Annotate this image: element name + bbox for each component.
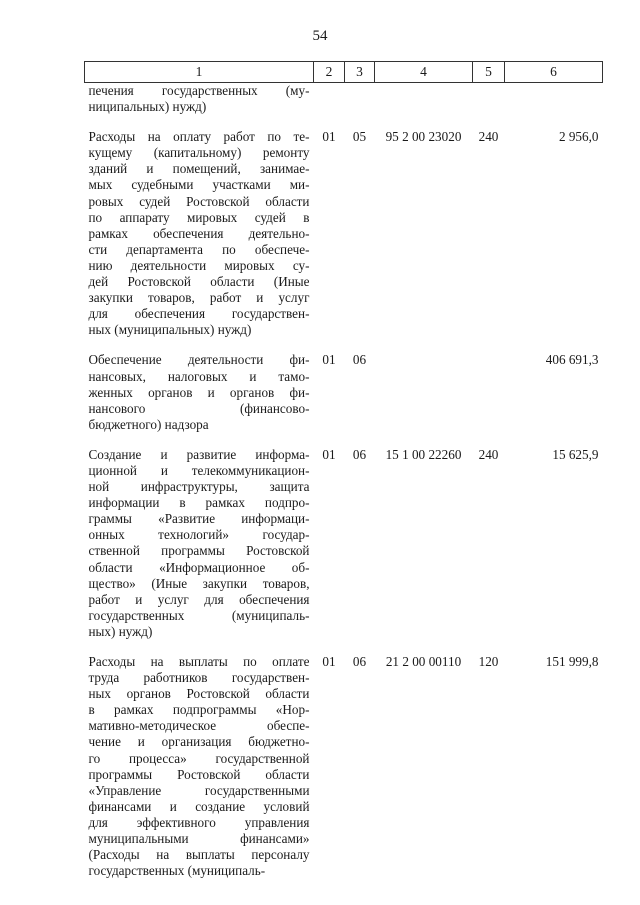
target-article-code: 15 1 00 22260: [385, 446, 462, 462]
description-line: онных технологий» государ-: [88, 527, 310, 543]
description-line: го процесса» государственной: [88, 750, 310, 766]
description-line: зданий и помещений, занимае-: [88, 161, 310, 177]
description-line: ционной и телекоммуникацион-: [88, 462, 310, 478]
description-line: Расходы на выплаты по оплате: [88, 654, 310, 669]
page-number: 54: [312, 28, 328, 44]
description-line: государственных (муниципаль-: [88, 607, 310, 623]
description-line: рамках обеспечения деятельно-: [88, 225, 310, 241]
amount-value: [505, 83, 603, 116]
expense-type-code: 120: [478, 654, 499, 669]
description-line: нансового (финансово-: [88, 400, 310, 416]
target-article-code: 95 2 00 23020: [385, 129, 462, 145]
section-code: 01: [322, 446, 336, 462]
description-line: ных органов Ростовской области: [88, 686, 310, 702]
section-code: [314, 83, 345, 116]
description-line: женных органов и органов фи-: [88, 384, 310, 400]
table-row: [85, 129, 603, 338]
description-line: ственной программы Ростовской: [88, 543, 310, 559]
amount-value: 406 691,3: [545, 352, 599, 368]
row-description: [85, 654, 314, 879]
target-article-code: [375, 83, 473, 116]
description-line: ных) нужд): [88, 623, 153, 639]
description-line: работ и услуг для обеспечения: [88, 591, 310, 607]
description-line: Создание и развитие информа-: [88, 446, 310, 462]
description-line: финансами и создание условий: [88, 798, 310, 814]
section-code: 01: [322, 352, 336, 368]
section-code: 01: [322, 654, 336, 669]
header-col-6: 6: [505, 62, 603, 83]
description-line: кущему (капитальному) ремонту: [88, 145, 310, 161]
description-line: Обеспечение деятельности фи-: [88, 352, 310, 368]
expense-type-code: [473, 352, 505, 432]
subsection-code: 06: [352, 446, 367, 462]
description-line: информации в рамках подпро-: [88, 495, 310, 511]
description-line: (Расходы на выплаты персоналу: [88, 847, 310, 863]
row-spacer: [85, 115, 603, 129]
header-col-2: 2: [314, 62, 345, 83]
expense-type-code: [473, 83, 505, 116]
description-line: нансовых, налоговых и тамо-: [88, 368, 310, 384]
description-line: «Управление государственными: [88, 782, 310, 798]
description-line: ровых судей Ростовской области: [88, 193, 310, 209]
subsection-code: 06: [352, 654, 367, 669]
description-line: закупки товаров, работ и услуг: [88, 290, 310, 306]
description-line: чение и организация бюджетно-: [88, 734, 310, 750]
row-description: [85, 83, 314, 116]
header-col-4: 4: [375, 62, 473, 83]
subsection-code: 05: [352, 129, 367, 145]
description-line: ниципальных) нужд): [88, 99, 207, 115]
section-code: 01: [322, 129, 336, 145]
description-line: мых судебными участками ми-: [88, 177, 310, 193]
description-line: области «Информационное об-: [88, 559, 310, 575]
row-description: [85, 129, 314, 338]
subsection-code: [345, 83, 375, 116]
target-article-code: [375, 352, 473, 432]
row-spacer: [85, 433, 603, 447]
target-article-code: 21 2 00 00110: [385, 654, 462, 669]
header-col-5: 5: [473, 62, 505, 83]
subsection-code: 06: [352, 352, 367, 368]
description-line: дей Ростовской области (Иные: [88, 274, 310, 290]
description-line: ной инфраструктуры, защита: [88, 479, 310, 495]
table-header-row: [85, 62, 603, 83]
amount-value: 151 999,8: [545, 654, 599, 669]
description-line: муниципальными финансами»: [88, 831, 310, 847]
table-row: [85, 83, 603, 116]
description-line: ных (муниципальных) нужд): [88, 322, 252, 338]
description-line: бюджетного) надзора: [88, 416, 209, 432]
description-line: нию деятельности мировых су-: [88, 257, 310, 273]
description-line: Расходы на оплату работ по те-: [88, 129, 310, 145]
description-line: мативно-методическое обеспе-: [88, 718, 310, 734]
row-spacer: [85, 640, 603, 654]
row-spacer: [85, 338, 603, 352]
description-line: для обеспечения государствен-: [88, 306, 310, 322]
description-line: для эффективного управления: [88, 814, 310, 830]
row-description: [85, 352, 314, 432]
description-line: сти департамента по обеспече-: [88, 241, 310, 257]
description-line: программы Ростовской области: [88, 766, 310, 782]
description-line: в рамках подпрограммы «Нор-: [88, 702, 310, 718]
table-row: [85, 654, 603, 879]
amount-value: 2 956,0: [558, 129, 599, 145]
budget-table: [84, 61, 603, 879]
description-line: печения государственных (му-: [88, 83, 310, 98]
expense-type-code: 240: [478, 129, 499, 145]
header-col-1: 1: [85, 62, 314, 83]
description-line: труда работников государствен-: [88, 670, 310, 686]
amount-value: 15 625,9: [552, 446, 599, 462]
description-line: граммы «Развитие информаци-: [88, 511, 310, 527]
table-row: [85, 447, 603, 640]
header-col-3: 3: [345, 62, 375, 83]
description-line: щество» (Иные закупки товаров,: [88, 575, 310, 591]
description-line: государственных (муниципаль-: [88, 863, 266, 879]
row-description: [85, 447, 314, 640]
expense-type-code: 240: [478, 446, 499, 462]
table-row: [85, 352, 603, 432]
description-line: по аппарату мировых судей в: [88, 209, 310, 225]
